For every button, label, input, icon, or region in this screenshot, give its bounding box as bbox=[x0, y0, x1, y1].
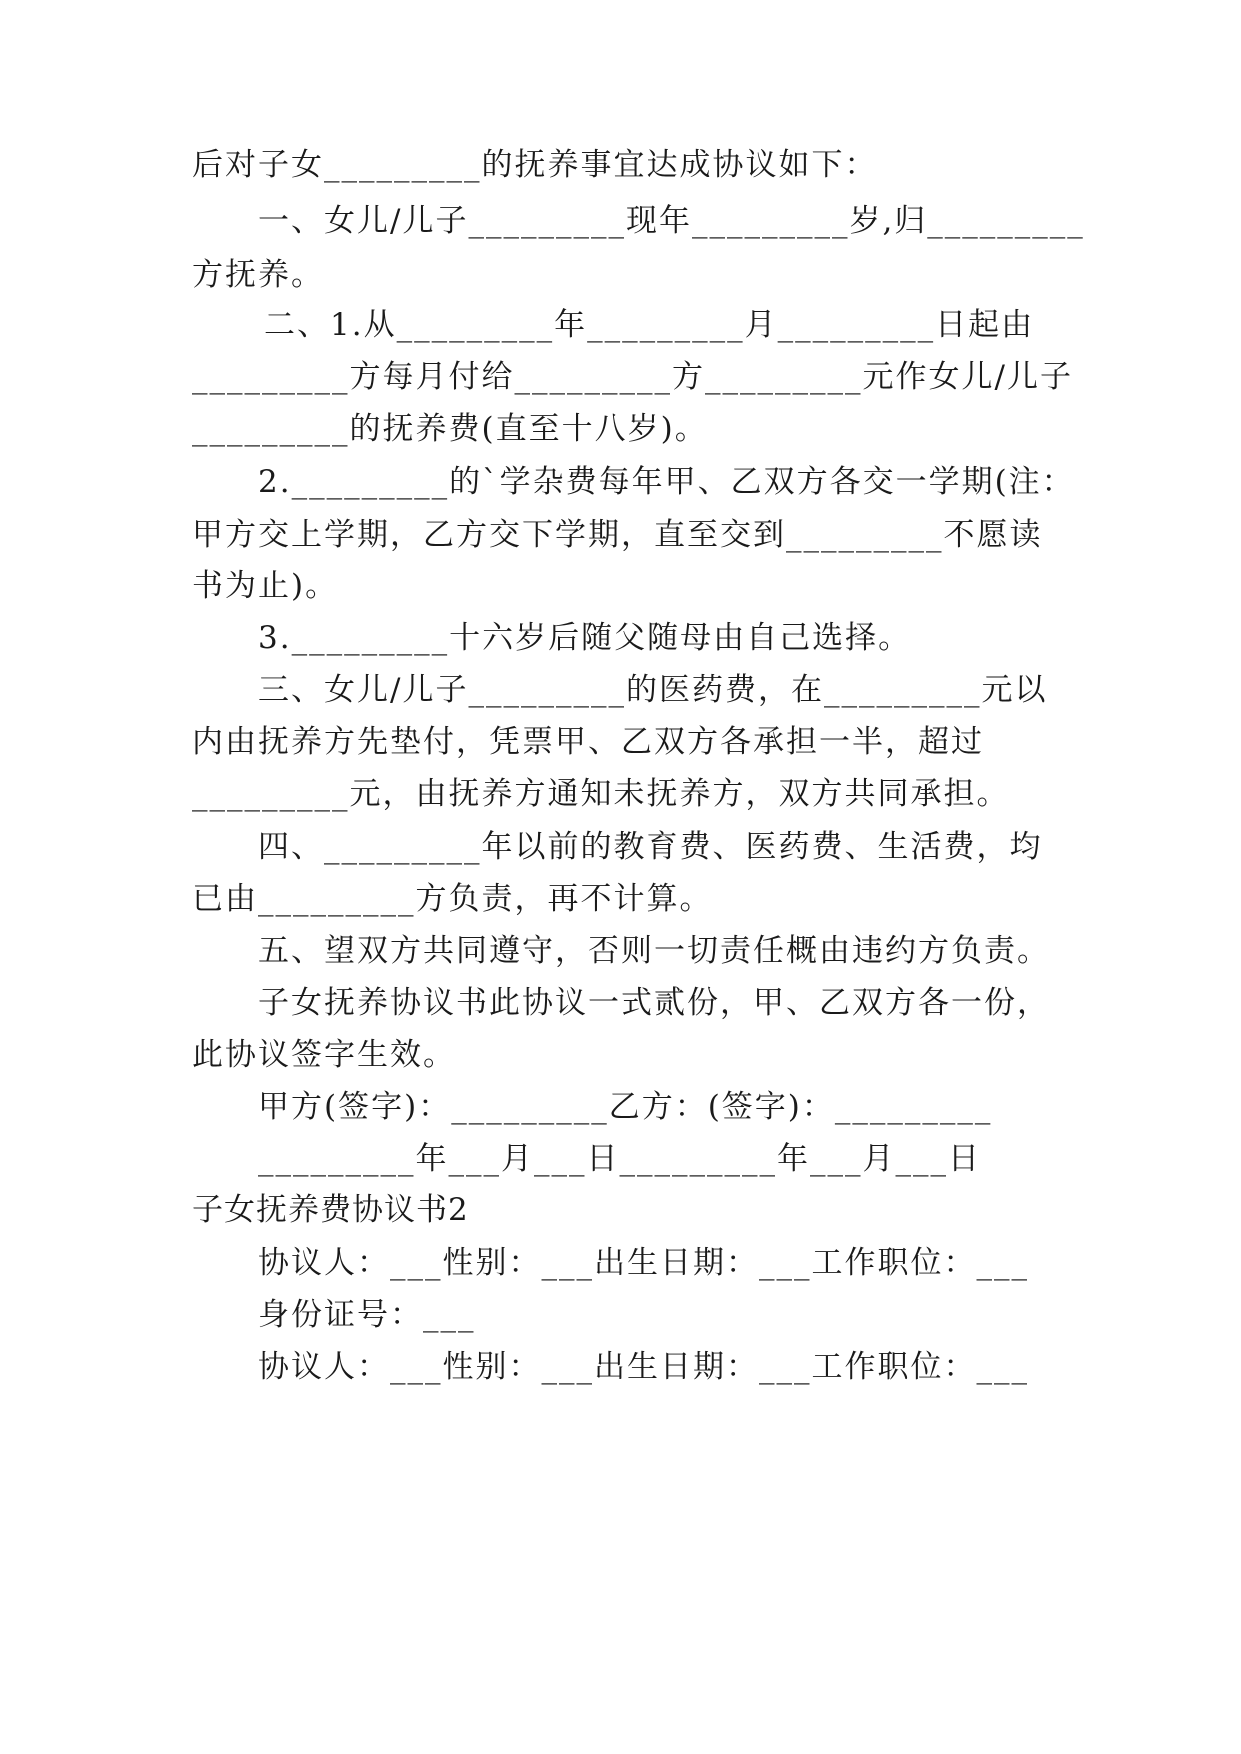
text-line: _________方每月付给_________方_________元作女儿/儿子 bbox=[192, 359, 1073, 395]
text-line: 此协议签字生效。 bbox=[192, 1037, 456, 1073]
clause-5: 五、望双方共同遵守，否则一切责任概由违约方负责。 bbox=[258, 933, 1050, 969]
section-title: 子女抚养费协议书2 bbox=[192, 1192, 469, 1228]
text-line: 已由_________方负责，再不计算。 bbox=[192, 881, 713, 917]
clause-2-1: 二、1.从_________年_________月_________日起由 bbox=[264, 307, 1035, 343]
text-line: 甲方交上学期，乙方交下学期，直至交到_________不愿读 bbox=[192, 517, 1043, 553]
id-number-line: 身份证号：___ bbox=[258, 1297, 476, 1333]
text-line: 书为止)。 bbox=[192, 568, 339, 604]
clause-4: 四、_________年以前的教育费、医药费、生活费，均 bbox=[258, 829, 1043, 865]
text-line: _________的抚养费(直至十八岁)。 bbox=[192, 411, 708, 447]
date-line: _________年___月___日_________年___月___日 bbox=[258, 1141, 981, 1177]
text-line: 内由抚养方先垫付，凭票甲、乙双方各承担一半，超过 bbox=[192, 724, 984, 760]
party-info-line: 协议人：___性别：___出生日期：___工作职位：___ bbox=[258, 1349, 1029, 1385]
text-line: _________元，由抚养方通知未抚养方，双方共同承担。 bbox=[192, 776, 1010, 812]
clause-1: 一、女儿/儿子_________现年_________岁,归_________ bbox=[258, 203, 1085, 239]
text-line: 子女抚养协议书此协议一式贰份，甲、乙双方各一份， bbox=[258, 985, 1050, 1021]
clause-2-2: 2._________的`学杂费每年甲、乙双方各交一学期(注： bbox=[258, 464, 1075, 500]
text-line: 后对子女_________的抚养事宜达成协议如下： bbox=[192, 147, 878, 183]
clause-2-3: 3._________十六岁后随父随母由自己选择。 bbox=[258, 620, 912, 656]
clause-3: 三、女儿/儿子_________的医药费，在_________元以 bbox=[258, 672, 1048, 708]
signature-line: 甲方(签字)：_________乙方：(签字)：_________ bbox=[258, 1089, 993, 1125]
party-info-line: 协议人：___性别：___出生日期：___工作职位：___ bbox=[258, 1245, 1029, 1281]
text-line: 方抚养。 bbox=[192, 257, 324, 293]
